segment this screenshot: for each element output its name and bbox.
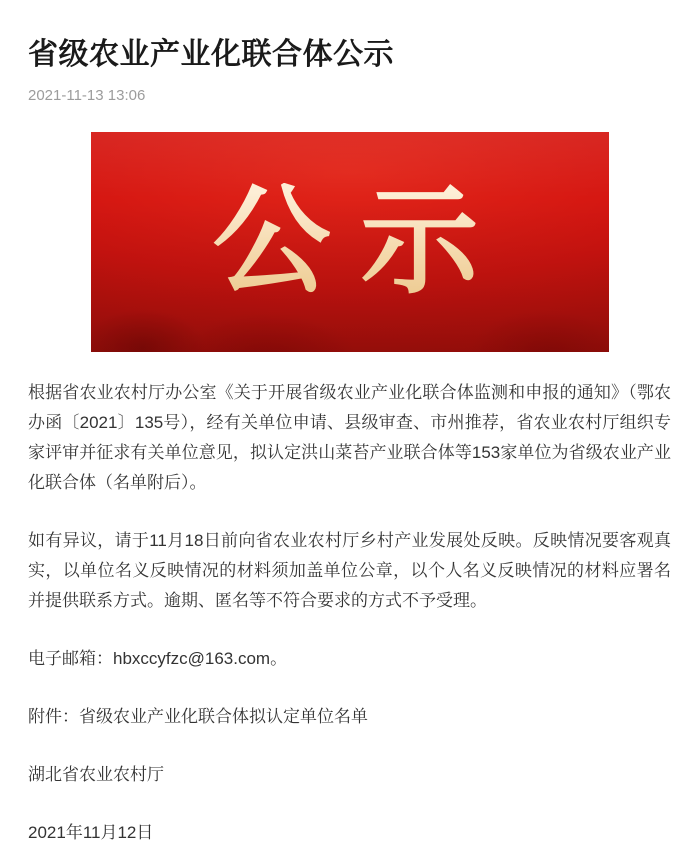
page-title: 省级农业产业化联合体公示 (28, 38, 394, 71)
banner-gongshi-text: 公示 (190, 183, 508, 301)
article-paragraph-basis: 根据省农业农村厅办公室《关于开展省级农业产业化联合体监测和申报的通知》（鄂农办函〔2021〕135号），经有关单位申请、县级审查、市州推荐，省农业农村厅组织专家评审并征求有关单位意见，拟认定洪山菜苔产业联合体等153家单位为省级农业产业化联合体（名单附后）。 (28, 382, 671, 492)
email-line: 电子邮箱：hbxccyfzc@163.com。 (28, 648, 288, 668)
publish-timestamp: 2021-11-13 13:06 (28, 86, 146, 104)
notice-banner-image (91, 132, 609, 352)
issue-date-line: 2021年11月12日 (28, 822, 154, 842)
article-paragraph-objection: 如有异议，请于11月18日前向省农业农村厅乡村产业发展处反映。反映情况要客观真实，以单位名义反映情况的材料须加盖单位公章，以个人名义反映情况的材料应署名并提供联系方式。逾期、匿名等不符合要求的方式不予受理。 (28, 530, 671, 610)
attachment-line: 附件：省级农业产业化联合体拟认定单位名单 (28, 706, 368, 726)
issuer-line: 湖北省农业农村厅 (28, 764, 164, 784)
